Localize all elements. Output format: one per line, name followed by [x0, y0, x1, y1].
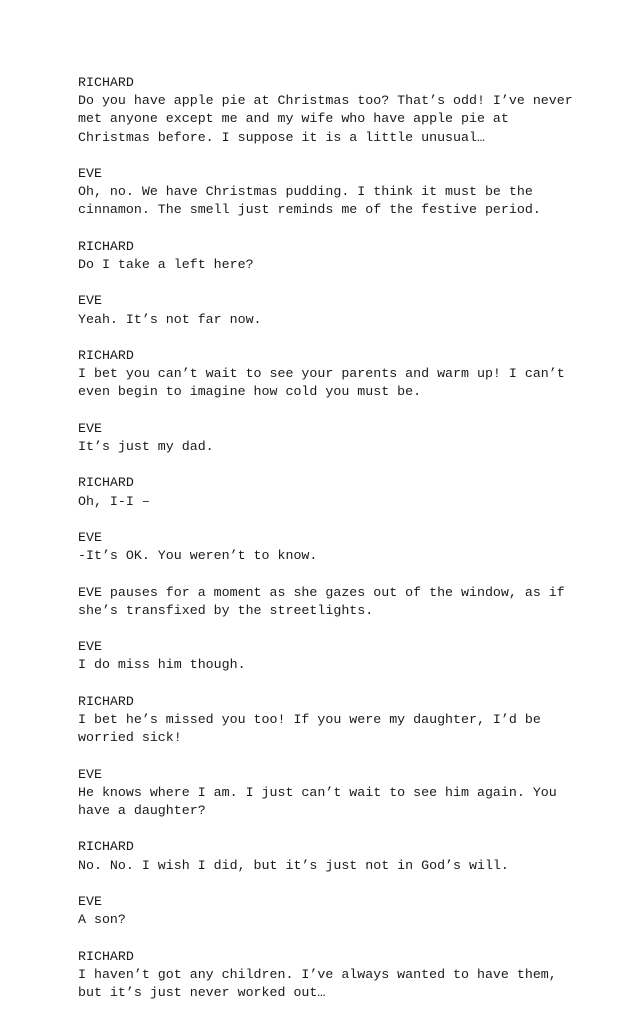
- script-line: Yeah. It’s not far now.: [78, 311, 262, 327]
- character-name: EVE: [78, 293, 102, 309]
- script-line: cinnamon. The smell just reminds me of the festive period.: [78, 202, 541, 218]
- character-name: EVE: [78, 420, 102, 436]
- script-line: A son?: [78, 912, 126, 928]
- script-line: even begin to imagine how cold you must be.: [78, 384, 422, 400]
- script-line: Do I take a left here?: [78, 257, 254, 272]
- script-line: -It’s OK. You weren’t to know.: [78, 548, 318, 564]
- dialogue-block: [78, 766, 578, 821]
- script-line: EVE pauses for a moment as she gazes out of the window, as if: [78, 584, 565, 600]
- script-line: He knows where I am. I just can’t wait to see him again. You: [78, 784, 557, 800]
- dialogue-block: [78, 292, 578, 328]
- character-name: EVE: [78, 893, 102, 909]
- dialogue-block: [78, 165, 578, 220]
- dialogue-block: [78, 74, 578, 147]
- character-name: RICHARD: [78, 948, 134, 964]
- character-name: RICHARD: [78, 347, 134, 363]
- script-line: she’s transfixed by the streetlights.: [78, 602, 374, 618]
- script-line: met anyone except me and my wife who have apple pie at: [78, 111, 509, 127]
- character-name: RICHARD: [78, 839, 134, 855]
- dialogue-block: [78, 238, 578, 274]
- dialogue-block: [78, 584, 578, 620]
- dialogue-block: [78, 420, 578, 456]
- dialogue-block: [78, 893, 578, 929]
- character-name: RICHARD: [78, 475, 134, 491]
- script-line: worried sick!: [78, 730, 182, 746]
- script-line: have a daughter?: [78, 802, 206, 818]
- script-line: I haven’t got any children. I’ve always wanted to have them,: [78, 966, 557, 982]
- script-line: Christmas before. I suppose it is a little unusual…: [78, 129, 485, 145]
- dialogue-block: [78, 474, 578, 510]
- script-line: Oh, I-I –: [78, 493, 150, 509]
- character-name: EVE: [78, 639, 102, 655]
- script-line: I do miss him though.: [78, 657, 246, 673]
- script-line: I bet you can’t wait to see your parents and warm up! I can’t: [78, 366, 565, 382]
- script-line: Do you have apple pie at Christmas too? That’s odd! I’ve never: [78, 93, 573, 109]
- script-line: Oh, no. We have Christmas pudding. I think it must be the: [78, 184, 533, 200]
- character-name: RICHARD: [78, 238, 134, 254]
- dialogue-block: [78, 838, 578, 874]
- dialogue-block: [78, 529, 578, 565]
- character-name: RICHARD: [78, 75, 134, 90]
- script-line: but it’s just never worked out…: [78, 984, 326, 1000]
- dialogue-block: [78, 693, 578, 748]
- dialogue-block: [78, 347, 578, 402]
- character-name: EVE: [78, 766, 102, 782]
- character-name: EVE: [78, 529, 102, 545]
- dialogue-block: [78, 948, 578, 1003]
- character-name: EVE: [78, 166, 102, 181]
- dialogue-block: [78, 638, 578, 674]
- script-line: No. No. I wish I did, but it’s just not in God’s will.: [78, 857, 509, 873]
- screenplay-text: [78, 74, 578, 1020]
- character-name: RICHARD: [78, 693, 134, 709]
- script-line: I bet he’s missed you too! If you were my daughter, I’d be: [78, 711, 541, 727]
- script-line: It’s just my dad.: [78, 438, 214, 454]
